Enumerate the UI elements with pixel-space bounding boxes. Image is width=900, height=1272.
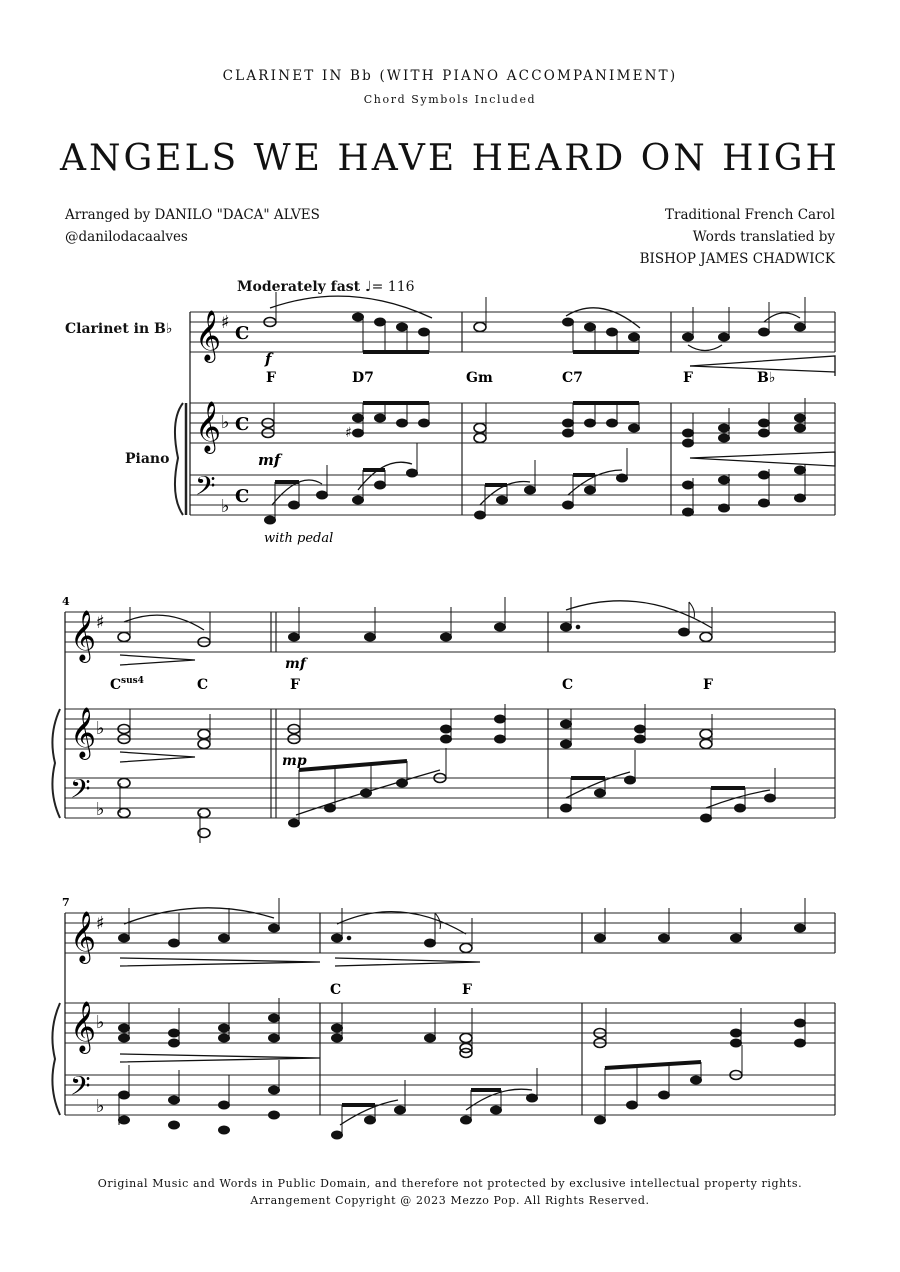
dynamic-marking: mp [282,753,307,769]
chord-symbol: F [683,370,693,386]
bass-clef-icon: 𝄢 [70,1070,91,1108]
measure-number: 7 [62,896,70,909]
flat-icon: ♭ [221,412,230,433]
flat-icon: ♭ [96,1096,105,1117]
tempo-text: Moderately fast [237,279,361,295]
chord-symbol: Gm [466,370,493,386]
piano-treble-staff [190,403,835,443]
notes-system-3 [119,898,806,1139]
notes-system-2 [118,597,776,843]
pedal-instruction: with pedal [264,531,334,546]
flat-icon: ♭ [96,799,105,820]
score-title: ANGELS WE HAVE HEARD ON HIGH [60,138,840,179]
tempo-value: = 116 [371,279,415,295]
chord-symbol: C [110,677,122,693]
arranger-name: Arranged by DANILO "DACA" ALVES [65,207,320,223]
dynamic-marking: mf [285,656,306,672]
chord-symbol: F [290,677,300,693]
chord-symbol: C [330,982,342,998]
chord-symbol: F [462,982,472,998]
common-time-icon: C [235,323,250,344]
flat-icon: ♭ [221,496,230,517]
clarinet-label: Clarinet in B♭ [65,321,173,337]
composer-origin: Traditional French Carol [664,207,835,223]
system-3 [52,896,835,1139]
bass-clef-icon: 𝄢 [195,470,216,508]
arrangement-copyright: Arrangement Copyright @ 2023 Mezzo Pop. All Rights Reserved. [250,1194,650,1207]
sharp-icon: ♯ [345,425,352,441]
chord-symbol: B♭ [757,370,776,386]
treble-clef-icon: 𝄞 [70,707,97,758]
sharp-icon: ♯ [221,312,230,333]
score-subtitle-2: Chord Symbols Included [363,93,537,106]
common-time-icon: C [235,414,250,435]
dynamic-marking: f [265,350,272,368]
dynamic-marking: mf [258,451,281,469]
score-subtitle: CLARINET IN Bb (WITH PIANO ACCOMPANIMENT) [222,68,678,84]
public-domain-notice: Original Music and Words in Public Domain, and therefore not protected by exclusive intellectual property rights. [97,1177,803,1190]
system-1 [175,292,835,546]
copyright-footer [0,1175,900,1209]
measure-number: 4 [62,595,70,608]
chord-symbol: F [266,370,276,386]
system-2 [52,595,835,843]
treble-clef-icon: 𝄞 [195,310,222,361]
treble-clef-icon: 𝄞 [70,911,97,962]
chord-symbol: C [197,677,209,693]
chord-symbol: F [703,677,713,693]
chord-symbol: C [562,677,574,693]
chord-symbol: D7 [352,370,374,386]
treble-clef-icon: 𝄞 [70,1001,97,1052]
common-time-icon: C [235,486,250,507]
translator-label: Words translatied by [692,229,835,245]
chord-symbol: C7 [562,370,583,386]
flat-icon: ♭ [96,1012,105,1033]
clarinet-staff [190,312,835,352]
bass-clef-icon: 𝄢 [70,773,91,811]
piano-brace [175,403,183,515]
quarter-note-icon: ♩ [365,279,372,295]
sharp-icon: ♯ [96,612,105,633]
sharp-icon: ♯ [96,913,105,934]
chord-symbol-suffix: sus4 [121,676,144,686]
piano-label: Piano [125,451,170,467]
piano-bass-notes-system-1 [265,443,806,524]
treble-clef-icon: 𝄞 [195,401,222,452]
arranger-handle: @danilodacaalves [65,229,188,245]
flat-icon: ♭ [96,718,105,739]
treble-clef-icon: 𝄞 [70,610,97,661]
translator-name: BISHOP JAMES CHADWICK [639,251,835,267]
